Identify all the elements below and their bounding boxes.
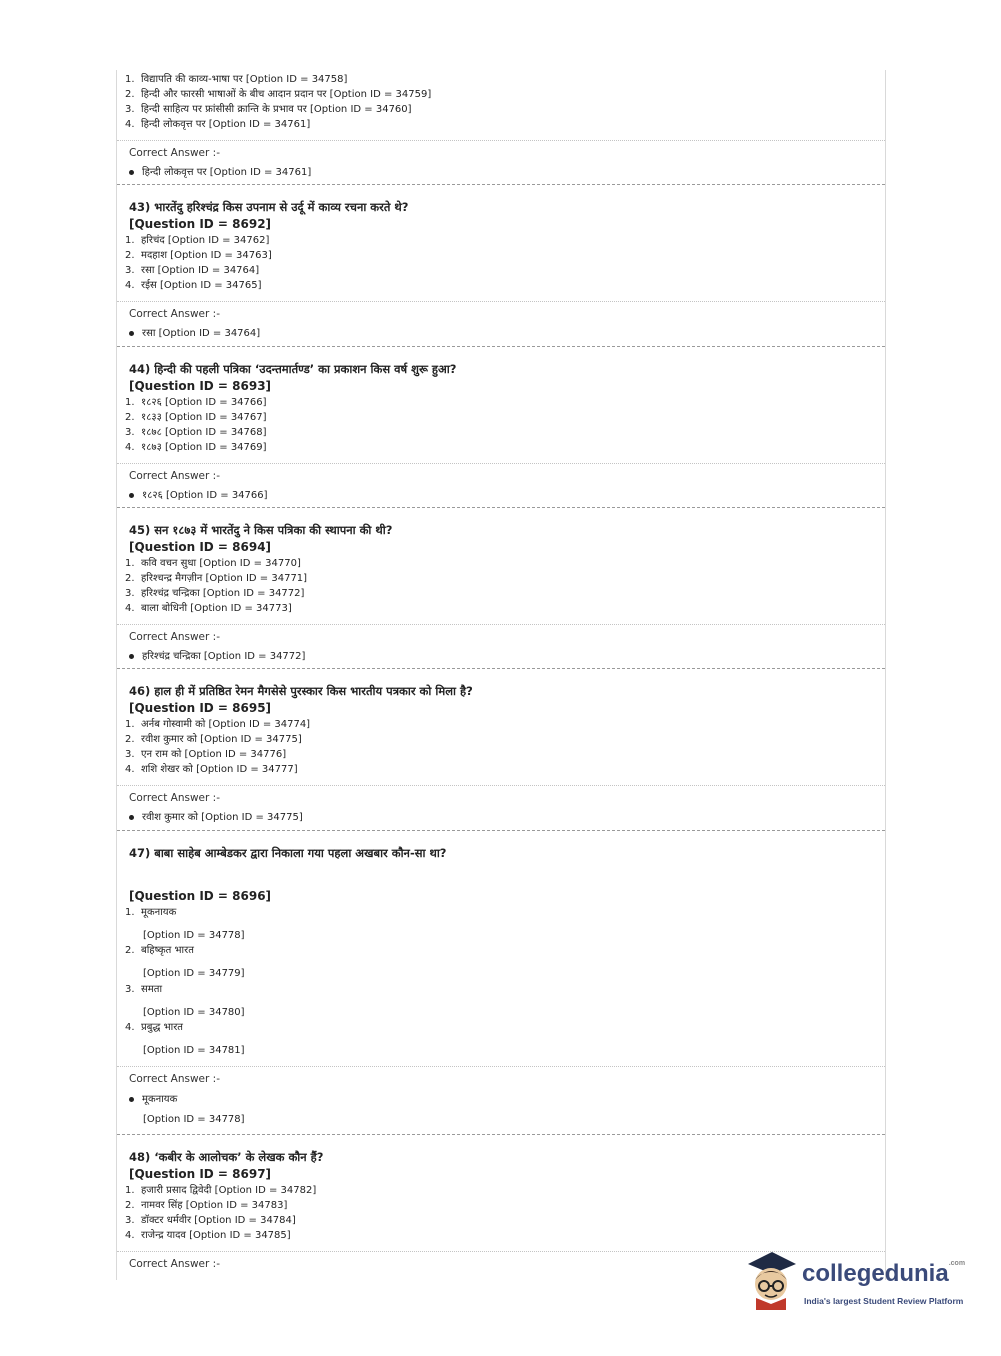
- question-43-text: 43) भारतेंदु हरिश्चंद्र किस उपनाम से उर्दू में काव्य रचना करते थे?: [129, 200, 409, 214]
- bullet-icon: [129, 331, 134, 336]
- logo-wordmark: collegedunia$^{.com}$: [802, 1260, 966, 1287]
- correct-answer-label: Correct Answer :-: [129, 470, 220, 482]
- option-q42-1: 1. विद्यापति की काव्य-भाषा पर [Option ID = 34758]: [125, 74, 348, 85]
- bullet-icon: [129, 1097, 134, 1102]
- correct-answer-q45: हरिश्चंद्र चन्द्रिका [Option ID = 34772]: [129, 648, 305, 662]
- option-q48-2: 2. नामवर सिंह [Option ID = 34783]: [125, 1200, 288, 1211]
- correct-answer-q43: रसा [Option ID = 34764]: [129, 325, 260, 339]
- option-q48-3: 3. डॉक्टर धर्मवीर [Option ID = 34784]: [125, 1215, 296, 1226]
- correct-answer-label: Correct Answer :-: [129, 147, 220, 159]
- option-q44-4: 4. १८७३ [Option ID = 34769]: [125, 442, 267, 453]
- option-q42-2: 2. हिन्दी और फारसी भाषाओं के बीच आदान प्रदान पर [Option ID = 34759]: [125, 89, 432, 100]
- option-q46-4: 4. शशि शेखर को [Option ID = 34777]: [125, 764, 298, 775]
- correct-answer-q44: १८२६ [Option ID = 34766]: [129, 487, 268, 501]
- option-q42-4: 4. हिन्दी लोकवृत्त पर [Option ID = 34761]: [125, 119, 311, 130]
- correct-answer-label: Correct Answer :-: [129, 792, 220, 804]
- bullet-icon: [129, 815, 134, 820]
- correct-answer-label: Correct Answer :-: [129, 1073, 220, 1085]
- option-q48-4: 4. राजेन्द्र यादव [Option ID = 34785]: [125, 1230, 291, 1241]
- option-q46-1: 1. अर्नब गोस्वामी को [Option ID = 34774]: [125, 719, 311, 730]
- option-q48-1: 1. हजारी प्रसाद द्विवेदी [Option ID = 34782]: [125, 1185, 317, 1196]
- question-43-id: [Question ID = 8692]: [129, 217, 272, 231]
- option-q43-4: 4. रईस [Option ID = 34765]: [125, 280, 262, 291]
- question-48-id: [Question ID = 8697]: [129, 1167, 272, 1181]
- question-44-text: 44) हिन्दी की पहली पत्रिका ‘उदन्तमार्तण्ड’ का प्रकाशन किस वर्ष शुरू हुआ?: [129, 362, 457, 376]
- option-q47-2: 2. बहिष्कृत भारत: [125, 945, 194, 956]
- question-47-text: 47) बाबा साहेब आम्बेडकर द्वारा निकाला गया पहला अखबार कौन-सा था?: [129, 846, 447, 860]
- option-q47-4: 4. प्रबुद्ध भारत: [125, 1022, 183, 1033]
- option-q46-3: 3. एन राम को [Option ID = 34776]: [125, 749, 287, 760]
- bullet-icon: [129, 170, 134, 175]
- question-46-id: [Question ID = 8695]: [129, 701, 272, 715]
- bullet-icon: [129, 654, 134, 659]
- correct-answer-label: Correct Answer :-: [129, 631, 220, 643]
- option-q44-2: 2. १८३३ [Option ID = 34767]: [125, 412, 267, 423]
- option-q44-1: 1. १८२६ [Option ID = 34766]: [125, 397, 267, 408]
- option-q45-3: 3. हरिश्चंद्र चन्द्रिका [Option ID = 34772]: [125, 588, 305, 599]
- option-q47-2-id: [Option ID = 34779]: [143, 968, 245, 979]
- option-q45-2: 2. हरिश्चन्द्र मैगज़ीन [Option ID = 34771]: [125, 573, 308, 584]
- option-q47-3-id: [Option ID = 34780]: [143, 1007, 245, 1018]
- option-q44-3: 3. १८७८ [Option ID = 34768]: [125, 427, 267, 438]
- option-q46-2: 2. रवीश कुमार को [Option ID = 34775]: [125, 734, 302, 745]
- question-paper: [116, 70, 886, 1280]
- correct-answer-label: Correct Answer :-: [129, 1258, 220, 1270]
- option-q45-4: 4. बाला बोधिनी [Option ID = 34773]: [125, 603, 292, 614]
- option-q42-3: 3. हिन्दी साहित्य पर फ्रांसीसी क्रान्ति के प्रभाव पर [Option ID = 34760]: [125, 104, 412, 115]
- question-45-text: 45) सन १८७३ में भारतेंदु ने किस पत्रिका की स्थापना की थी?: [129, 523, 393, 537]
- option-q47-1-id: [Option ID = 34778]: [143, 930, 245, 941]
- correct-answer-label: Correct Answer :-: [129, 308, 220, 320]
- collegedunia-logo: [742, 1250, 982, 1320]
- option-q43-2: 2. मदहाश [Option ID = 34763]: [125, 250, 272, 261]
- question-45-id: [Question ID = 8694]: [129, 540, 272, 554]
- option-q47-4-id: [Option ID = 34781]: [143, 1045, 245, 1056]
- correct-answer-q42: हिन्दी लोकवृत्त पर [Option ID = 34761]: [129, 164, 311, 178]
- bullet-icon: [129, 493, 134, 498]
- option-q47-1: 1. मूकनायक: [125, 907, 177, 918]
- question-46-text: 46) हाल ही में प्रतिष्ठित रेमन मैगसेसे पुरस्कार किस भारतीय पत्रकार को मिला है?: [129, 684, 473, 698]
- question-44-id: [Question ID = 8693]: [129, 379, 272, 393]
- option-q47-3: 3. समता: [125, 984, 163, 995]
- correct-answer-q46: रवीश कुमार को [Option ID = 34775]: [129, 809, 303, 823]
- mascot-icon: [742, 1250, 800, 1312]
- question-47-id: [Question ID = 8696]: [129, 889, 272, 903]
- correct-answer-q47: मूकनायक: [129, 1091, 177, 1105]
- correct-answer-q47-id: [Option ID = 34778]: [143, 1114, 245, 1125]
- option-q43-3: 3. रसा [Option ID = 34764]: [125, 265, 260, 276]
- question-48-text: 48) ‘कबीर के आलोचक’ के लेखक कौन हैं?: [129, 1150, 324, 1164]
- logo-tagline: India's largest Student Review Platform: [804, 1296, 964, 1306]
- option-q45-1: 1. कवि वचन सुधा [Option ID = 34770]: [125, 558, 301, 569]
- option-q43-1: 1. हरिचंद [Option ID = 34762]: [125, 235, 270, 246]
